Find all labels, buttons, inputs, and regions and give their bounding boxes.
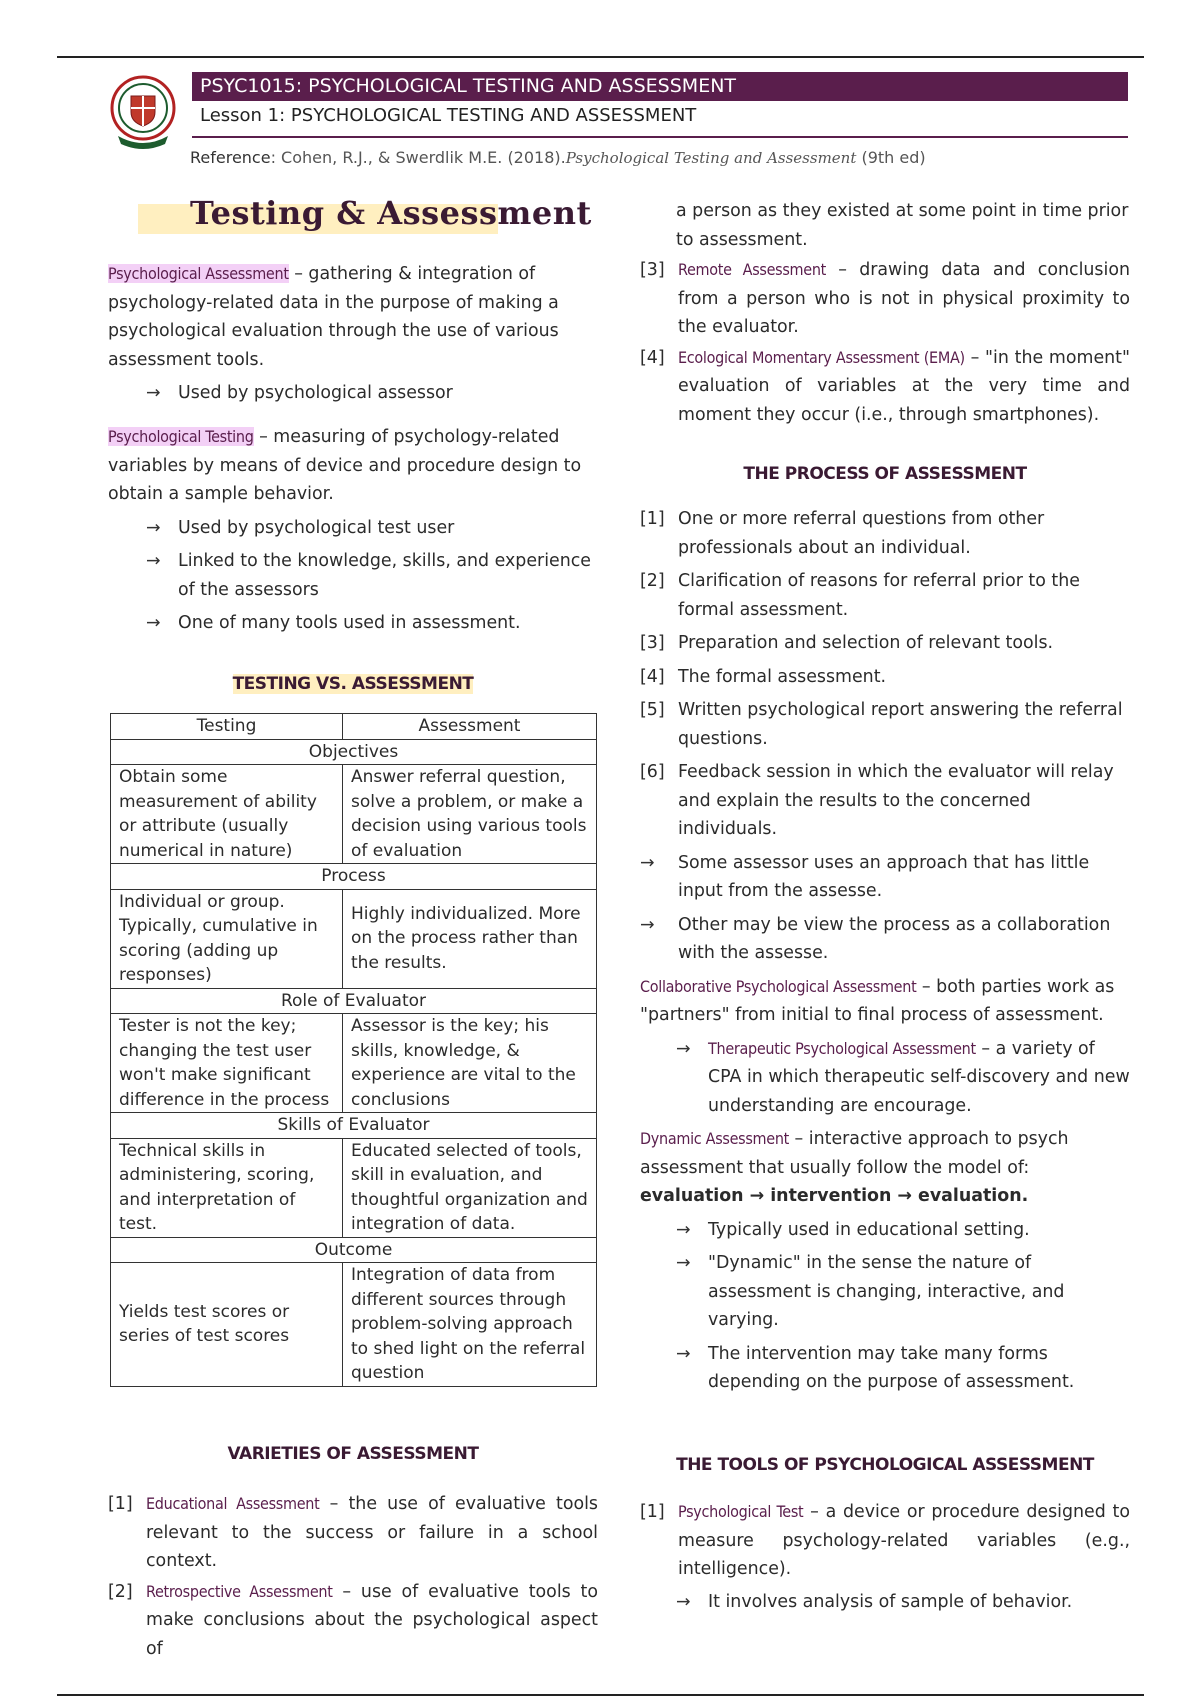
testing-vs-assessment-table bbox=[110, 713, 597, 1387]
reference-line bbox=[190, 148, 926, 167]
process-assessment: Highly individualized. More on the process rather than the results. bbox=[343, 889, 597, 988]
lesson-title: Lesson 1: PSYCHOLOGICAL TESTING AND ASSESSMENT bbox=[200, 105, 697, 126]
list-item: → Other may be view the process as a collaboration with the assesse. bbox=[640, 911, 1130, 968]
tpa-term: Therapeutic Psychological Assessment bbox=[708, 1038, 976, 1058]
arrow-icon: → bbox=[676, 1253, 691, 1273]
arrow-icon: → bbox=[640, 852, 655, 873]
list-item: [3] Remote Assessment – drawing data and conclusion from a person who is not in physical proximity to the evaluator. bbox=[640, 260, 1130, 337]
list-item: [4] The formal assessment. bbox=[640, 666, 887, 687]
list-item bbox=[146, 609, 598, 638]
testing-definition bbox=[108, 423, 598, 509]
table-row bbox=[111, 765, 597, 864]
arrow-icon: → bbox=[676, 1219, 691, 1240]
reference-authors: : Cohen, R.J., & Swerdlik M.E. (2018). bbox=[270, 148, 566, 167]
testing-term: Psychological Testing bbox=[108, 427, 254, 446]
table-section-row bbox=[111, 988, 597, 1014]
table-section-row bbox=[111, 864, 597, 890]
table-row bbox=[111, 1263, 597, 1387]
dynamic-assessment-definition: Dynamic Assessment – interactive approach to psych assessment that usually follow the model of: evaluation → intervention → evaluation. bbox=[640, 1129, 1069, 1206]
testing-bullet-1: Used by psychological test user bbox=[178, 517, 455, 538]
section-skills-of-evaluator: Skills of Evaluator bbox=[111, 1113, 597, 1139]
reference-label: Reference bbox=[190, 148, 271, 167]
list-item: → Therapeutic Psychological Assessment – a variety of CPA in which therapeutic self-discovery and new understanding are encourage. bbox=[676, 1035, 1130, 1121]
educational-assessment-term: Educational Assessment bbox=[146, 1494, 320, 1513]
testing-def-text: – measuring of psychology-related variables by means of device and procedure design to obtain a sample behavior. bbox=[108, 427, 582, 504]
skills-testing: Technical skills in administering, scoring, and interpretation of test. bbox=[111, 1138, 343, 1237]
table-row bbox=[111, 1014, 597, 1113]
table-header-row bbox=[111, 714, 597, 740]
testing-vs-assessment-heading: TESTING VS. ASSESSMENT bbox=[232, 674, 474, 694]
list-item: → The intervention may take many forms depending on the purpose of assessment. bbox=[676, 1340, 1130, 1397]
assessment-definition bbox=[108, 260, 598, 374]
list-item: → Some assessor uses an approach that has little input from the assesse. bbox=[640, 849, 1130, 906]
assessment-def-text: – gathering & integration of psychology-related data in the purpose of making a psychological evaluation through the use of various assessment tools. bbox=[108, 264, 559, 370]
role-testing: Tester is not the key; changing the test user won't make significant difference in the process bbox=[111, 1014, 343, 1113]
dynamic-model: evaluation → intervention → evaluation. bbox=[640, 1186, 1029, 1206]
list-item: → Typically used in educational setting. bbox=[676, 1216, 1130, 1245]
course-title-bar: PSYC1015: PSYCHOLOGICAL TESTING AND ASSESSMENT bbox=[192, 72, 1128, 101]
list-item: [1] One or more referral questions from other professionals about an individual. bbox=[640, 509, 1045, 558]
list-item: → It involves analysis of sample of behavior. bbox=[676, 1588, 1130, 1617]
objectives-assessment: Answer referral question, solve a problem, or make a decision using various tools of evaluation bbox=[343, 765, 597, 864]
objectives-testing: Obtain some measurement of ability or attribute (usually numerical in nature) bbox=[111, 765, 343, 864]
table-section-row bbox=[111, 1237, 597, 1263]
list-item: [2] Retrospective Assessment – use of evaluative tools to make conclusions about the psychological aspect of bbox=[108, 1581, 598, 1659]
arrow-icon: → bbox=[640, 914, 655, 935]
role-assessment: Assessor is the key; his skills, knowledge, & experience are vital to the conclusions bbox=[343, 1014, 597, 1113]
list-item: → "Dynamic" in the sense the nature of assessment is changing, interactive, and varying. bbox=[676, 1249, 1130, 1335]
table-row bbox=[111, 1138, 597, 1237]
list-item bbox=[146, 379, 598, 408]
arrow-icon: → bbox=[676, 1038, 691, 1059]
cpa-term: Collaborative Psychological Assessment bbox=[640, 976, 917, 996]
col-testing-header: Testing bbox=[111, 714, 343, 740]
outcome-testing: Yields test scores or series of test scores bbox=[111, 1263, 343, 1387]
reference-book-title: Psychological Testing and Assessment bbox=[565, 149, 857, 167]
testing-bullet-2: Linked to the knowledge, skills, and experience of the assessors bbox=[178, 551, 592, 600]
arrow-icon: → bbox=[146, 551, 161, 571]
skills-assessment: Educated selected of tools, skill in evaluation, and thoughtful organization and integration of data. bbox=[343, 1138, 597, 1237]
arrow-icon: → bbox=[676, 1591, 691, 1612]
col-assessment-header: Assessment bbox=[343, 714, 597, 740]
process-testing: Individual or group. Typically, cumulative in scoring (adding up responses) bbox=[111, 889, 343, 988]
tools-list bbox=[640, 1498, 1130, 1616]
psychological-test-term: Psychological Test bbox=[678, 1502, 804, 1521]
list-item: [2] Clarification of reasons for referral prior to the formal assessment. bbox=[640, 571, 1080, 620]
header-rule bbox=[192, 136, 1128, 138]
retrospective-continued: a person as they existed at some point in time prior to assessment. bbox=[676, 201, 1129, 250]
list-item: [5] Written psychological report answering the referral questions. bbox=[640, 700, 1123, 749]
section-objectives: Objectives bbox=[111, 739, 597, 765]
ema-term: Ecological Momentary Assessment (EMA) bbox=[678, 347, 965, 367]
list-item: [3] Preparation and selection of relevant tools. bbox=[640, 633, 1054, 653]
collaborative-assessment-definition: Collaborative Psychological Assessment – both parties work as "partners" from initial to final process of assessment. bbox=[640, 976, 1115, 1025]
list-item bbox=[146, 514, 598, 543]
section-role-of-evaluator: Role of Evaluator bbox=[111, 988, 597, 1014]
outcome-assessment: Integration of data from different sources through problem-solving approach to shed light on the referral question bbox=[343, 1263, 597, 1387]
right-column-top bbox=[640, 197, 1130, 429]
assessment-term: Psychological Assessment bbox=[108, 264, 289, 283]
reference-edition: (9th ed) bbox=[856, 148, 926, 167]
top-rule bbox=[57, 56, 1144, 58]
process-heading: THE PROCESS OF ASSESSMENT bbox=[743, 464, 1027, 484]
table-section-row bbox=[111, 739, 597, 765]
assessment-definition-block bbox=[108, 260, 598, 408]
varieties-heading: VARIETIES OF ASSESSMENT bbox=[227, 1444, 479, 1464]
tools-heading: THE TOOLS OF PSYCHOLOGICAL ASSESSMENT bbox=[676, 1455, 1094, 1475]
university-seal-icon bbox=[110, 74, 176, 160]
testing-definition-block bbox=[108, 423, 598, 638]
list-item bbox=[146, 547, 598, 604]
list-item: [4] Ecological Momentary Assessment (EMA) – "in the moment" evaluation of variables at the very time and moment they occur (i.e., through smartphones). bbox=[640, 347, 1130, 425]
section-process: Process bbox=[111, 864, 597, 890]
arrow-icon: → bbox=[676, 1343, 691, 1364]
list-item: [6] Feedback session in which the evaluator will relay and explain the results to the concerned individuals. bbox=[640, 762, 1114, 839]
arrow-icon: → bbox=[146, 383, 161, 403]
arrow-icon: → bbox=[146, 613, 161, 633]
list-item: [1] Psychological Test – a device or procedure designed to measure psychology-related variables (e.g., intelligence). bbox=[640, 1502, 1130, 1579]
assessment-bullet: Used by psychological assessor bbox=[178, 383, 453, 403]
retrospective-assessment-term: Retrospective Assessment bbox=[146, 1581, 333, 1601]
bottom-rule bbox=[57, 1694, 1144, 1696]
arrow-icon: → bbox=[146, 517, 161, 538]
list-item: [1] Educational Assessment – the use of evaluative tools relevant to the success or failure in a school context. bbox=[108, 1494, 598, 1571]
page-title: Testing & Assessment bbox=[190, 194, 592, 232]
remote-assessment-term: Remote Assessment bbox=[678, 260, 827, 279]
testing-bullet-3: One of many tools used in assessment. bbox=[178, 613, 521, 633]
process-list bbox=[640, 505, 1130, 1397]
table-section-row bbox=[111, 1113, 597, 1139]
section-outcome: Outcome bbox=[111, 1237, 597, 1263]
table-row bbox=[111, 889, 597, 988]
varieties-list-left bbox=[108, 1490, 598, 1663]
dynamic-assessment-term: Dynamic Assessment bbox=[640, 1129, 790, 1148]
